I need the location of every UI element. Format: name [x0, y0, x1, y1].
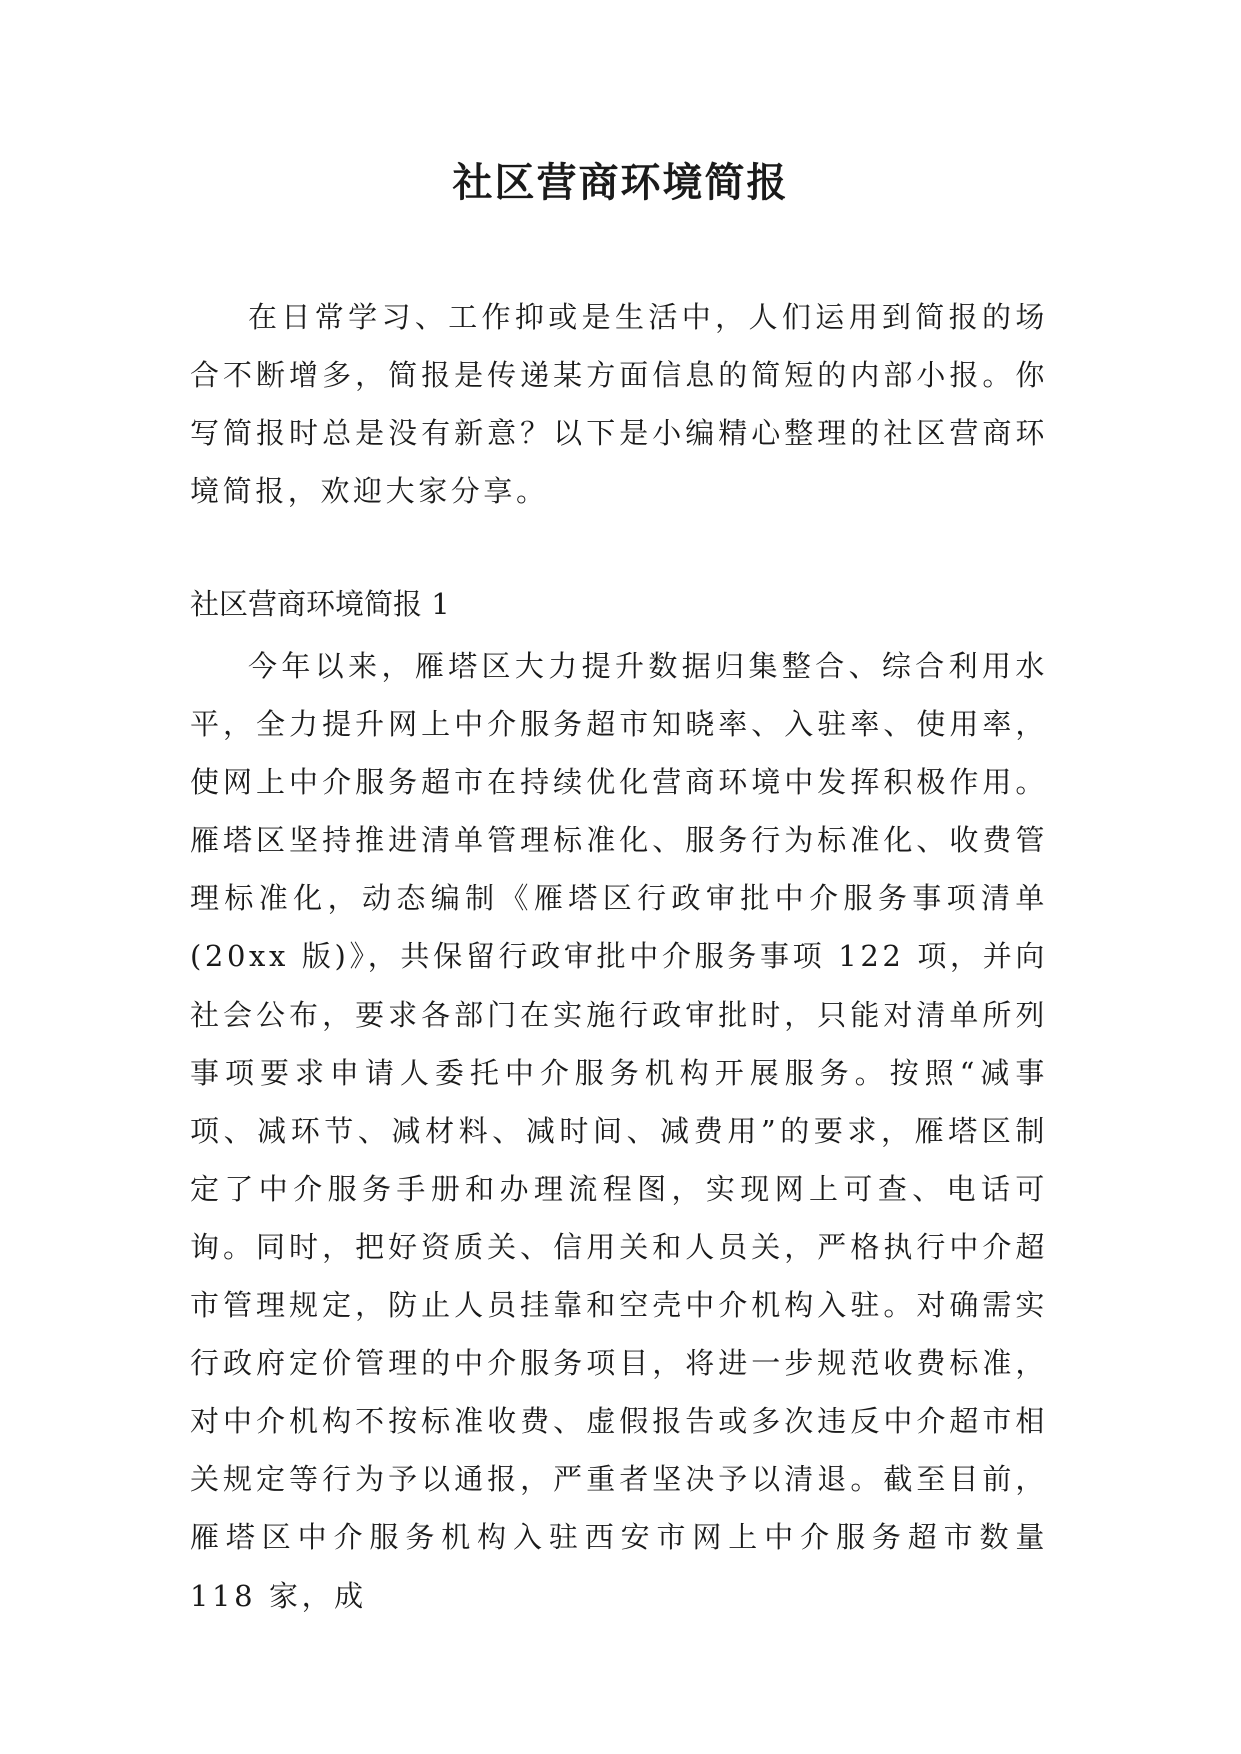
body-paragraph: 今年以来，雁塔区大力提升数据归集整合、综合利用水平，全力提升网上中介服务超市知晓率、入驻率、使用率，使网上中介服务超市在持续优化营商环境中发挥积极作用。雁塔区坚持推进清单管理标准化、服务行为标准化、收费管理标准化，动态编制《雁塔区行政审批中介服务事项清单(20xx 版)》，共保留行政审批中介服务事项 122 项，并向社会公布，要求各部门在实施行政审批时，只能对清单所列事项要求申请人委托中介服务机构开展服务。按照“减事项、减环节、减材料、减时间、减费用”的要求，雁塔区制定了中介服务手册和办理流程图，实现网上可查、电话可询。同时，把好资质关、信用关和人员关，严格执行中介超市管理规定，防止人员挂靠和空壳中介机构入驻。对确需实行政府定价管理的中介服务项目，将进一步规范收费标准，对中介机构不按标准收费、虚假报告或多次违反中介超市相关规定等行为予以通报，严重者坚决予以清退。截至目前，雁塔区中介服务机构入驻西安市网上中介服务超市数量 118 家，成 — [190, 649, 1048, 1613]
intro-paragraph: 在日常学习、工作抑或是生活中，人们运用到简报的场合不断增多，简报是传递某方面信息的简短的内部小报。你写简报时总是没有新意？以下是小编精心整理的社区营商环境简报，欢迎大家分享。 — [190, 300, 1048, 508]
section-heading: 社区营商环境简报 1 — [190, 587, 450, 621]
document-title: 社区营商环境简报 — [452, 159, 789, 206]
